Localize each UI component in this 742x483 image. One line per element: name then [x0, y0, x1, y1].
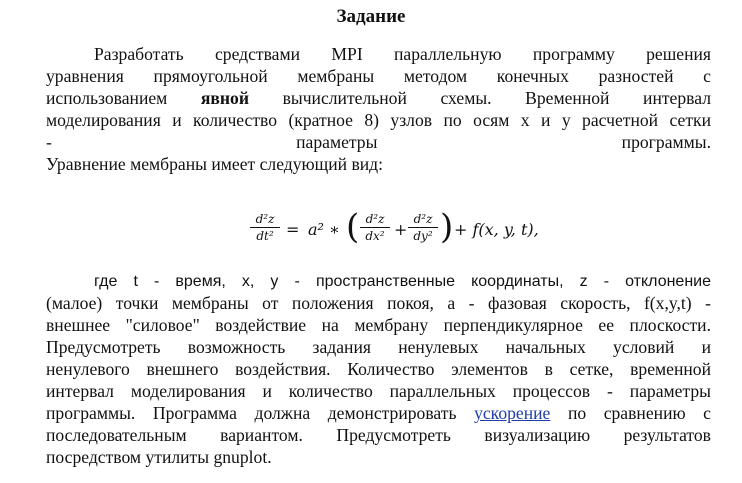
fraction-lhs: [250, 212, 280, 243]
fraction-numerator: d²z: [413, 212, 433, 226]
paragraph-2-line-5: ненулевого внешнего воздействия. Количество элементов в сетке, временной: [46, 359, 711, 379]
paragraph-2-line-3: внешнее "силовое" воздействие на мембрану перпендикулярное ее плоскости.: [46, 315, 711, 335]
a-squared-term: a² ∗: [308, 220, 340, 239]
text-span: по сравнению с: [567, 403, 711, 423]
fraction-bar: [250, 227, 280, 228]
paragraph-1-line-4: моделирования и количество (кратное 8) узлов по осям x и y расчетной сетки: [46, 110, 711, 130]
paragraph-2-line-4: Предусмотреть возможность задания ненулевых начальных условий и: [46, 337, 711, 357]
paragraph-1-line-5: - параметры программы.: [46, 132, 711, 152]
paragraph-1-line-1: Разработать средствами MPI параллельную программу решения: [94, 44, 711, 64]
paragraph-1-line-2: уравнения прямоугольной мембраны методом конечных разностей с: [46, 66, 711, 86]
fraction-y: [408, 212, 438, 243]
paragraph-2-line-8: последовательным вариантом. Предусмотреть визуализацию результатов: [46, 425, 711, 445]
bold-text: явной: [200, 88, 249, 108]
fraction-numerator: d²z: [365, 212, 385, 226]
paragraph-2-line-2: (малое) точки мембраны от положения покоя, a - фазовая скорость, f(x,y,t) -: [46, 293, 711, 313]
forcing-term: + f(x, y, t),: [454, 220, 539, 239]
page-title: Задание: [336, 6, 406, 27]
fraction-bar: [360, 227, 390, 228]
text-span: использованием: [46, 88, 168, 108]
text-span: вычислительной схемы. Временной интервал: [282, 88, 711, 108]
fraction-bar: [408, 227, 438, 228]
paragraph-2-line-6: интервал моделирования и количество параллельных процессов - параметры: [46, 381, 711, 401]
paragraph-1-line-6: Уравнение мембраны имеет следующий вид:: [46, 154, 384, 174]
equals-sign: =: [286, 220, 300, 239]
fraction-denominator: dt²: [256, 229, 274, 243]
paragraph-2-line-9: посредством утилиты gnuplot.: [46, 447, 272, 467]
membrane-equation: [250, 206, 570, 254]
paragraph-2-line-7: [46, 403, 711, 424]
fraction-denominator: dx²: [365, 229, 385, 243]
right-paren: ): [440, 207, 454, 247]
text-span: программы. Программа должна демонстрировать: [46, 403, 457, 423]
left-paren: (: [346, 207, 360, 247]
fraction-x: [360, 212, 390, 243]
fraction-numerator: d²z: [255, 212, 275, 226]
fraction-denominator: dy²: [413, 229, 433, 243]
paragraph-2-line-1: где t - время, x, y - пространственные координаты, z - отклонение: [94, 273, 711, 290]
paragraph-1-line-3: [46, 88, 711, 109]
plus-sign: +: [394, 220, 408, 239]
speedup-link[interactable]: ускорение: [474, 403, 551, 423]
